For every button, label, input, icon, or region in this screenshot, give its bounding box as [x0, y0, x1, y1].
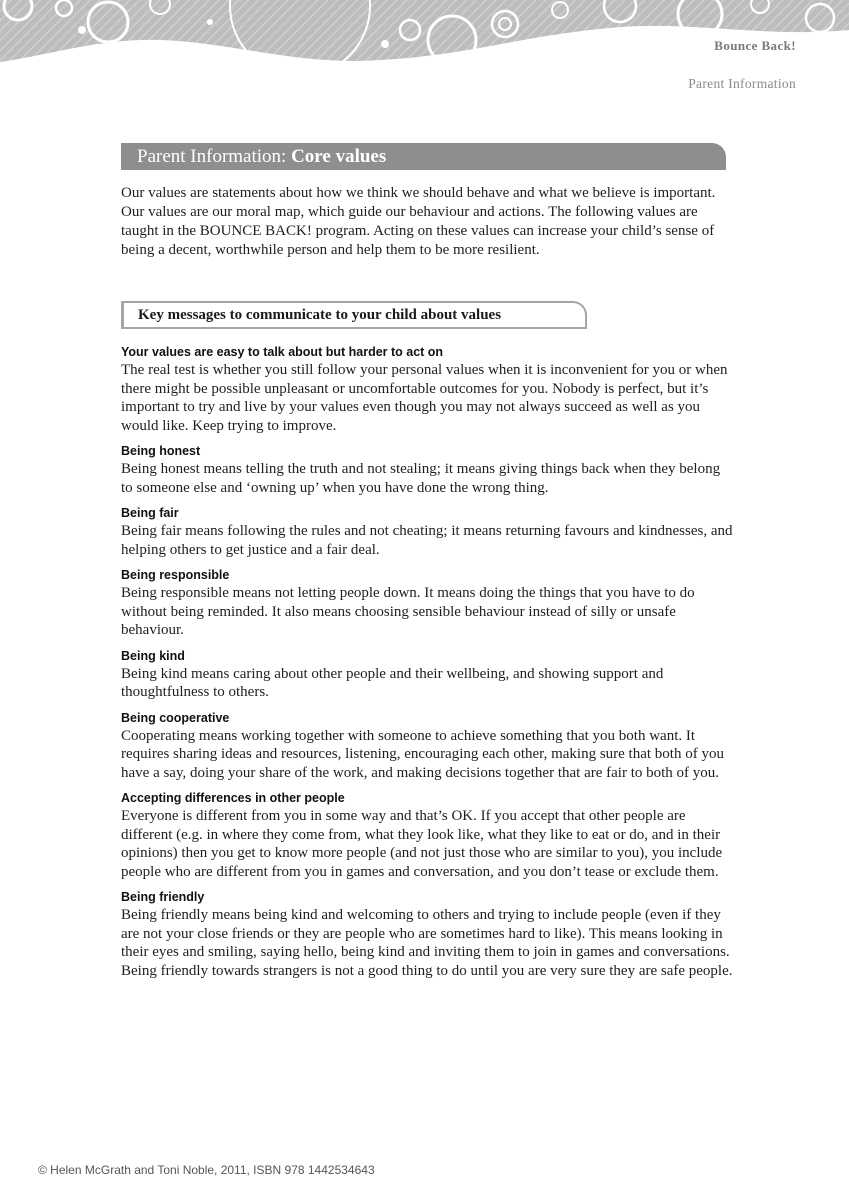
value-text: Being honest means telling the truth and not stealing; it means giving things back when they belong to someone else and ‘owning up’ when you have done the wrong thing.	[121, 461, 721, 496]
value-text: The real test is whether you still follow your personal values when it is inconvenient for you or when there might be possible unpleasant or uncomfortable outcomes for you. Nobody is perfect, but it’s important to try and live by your values even though you may not always succeed as well as you would like. Keep trying to improve.	[121, 362, 728, 434]
value-heading: Being responsible	[121, 568, 230, 582]
value-text: Everyone is different from you in some way and that’s OK. If you accept that other people are different (e.g. in where they come from, what they look like, what they like to eat or do, and in their opinions) then you get to know more people (and not just those who are similar to you), you include people who are different from you in games and conversation, and you don’t tease or exclude them.	[121, 808, 723, 880]
value-section	[121, 566, 733, 640]
value-heading: Being fair	[121, 506, 179, 520]
value-section	[121, 442, 733, 497]
value-text: Cooperating means working together with someone to achieve something that you both want. It requires sharing ideas and resources, listening, encouraging each other, making sure that both of you have a say, doing your share of the work, and making decisions together that are fair to both of you.	[121, 727, 724, 781]
value-text: Being fair means following the rules and not cheating; it means returning favours and kindnesses, and helping others to get justice and a fair deal.	[121, 523, 733, 558]
copyright-footer: © Helen McGrath and Toni Noble, 2011, ISBN 978 1442534643	[38, 1163, 375, 1177]
key-messages-heading: Key messages to communicate to your child about values	[121, 301, 587, 329]
page-title-main: Core values	[291, 146, 387, 167]
value-section	[121, 343, 733, 435]
value-section	[121, 789, 733, 881]
running-header-title: Bounce Back!	[714, 38, 796, 53]
value-heading: Being cooperative	[121, 710, 230, 725]
value-heading: Being honest	[121, 444, 201, 458]
value-section	[121, 647, 733, 702]
page-title	[121, 143, 726, 170]
value-text: Being friendly means being kind and welcoming to others and trying to include people (even if they are not your close friends or they are people who are sometimes hard to like). This means looking in their eyes and smiling, saying hello, being kind and inviting them to join in games and conversations. Being friendly towards strangers is not a good thing to do until you are very sure they are safe people.	[121, 907, 733, 979]
value-section	[121, 888, 733, 980]
value-heading: Accepting differences in other people	[121, 791, 345, 805]
value-section	[121, 504, 733, 559]
value-text: Being responsible means not letting people down. It means doing the things that you have to do without being reminded. It also means choosing sensible behaviour instead of silly or unsafe behaviour.	[121, 585, 695, 638]
intro-paragraph: Our values are statements about how we think we should behave and what we believe is important. Our values are our moral map, which guide our behaviour and actions. The following values are taught in the BOUNCE BACK! program. Acting on these values can increase your child’s sense of being a decent, worthwhile person and help them to be more resilient.	[121, 185, 716, 258]
value-heading: Being kind	[121, 648, 185, 663]
page-title-prefix: Parent Information:	[137, 146, 292, 167]
running-header-subtitle: Parent Information	[688, 76, 796, 91]
values-list	[121, 343, 733, 987]
value-heading: Being friendly	[121, 890, 205, 904]
value-text: Being kind means caring about other people and their wellbeing, and showing support and thoughtfulness to others.	[121, 665, 664, 700]
value-heading: Your values are easy to talk about but harder to act on	[121, 345, 444, 359]
value-section	[121, 709, 733, 783]
